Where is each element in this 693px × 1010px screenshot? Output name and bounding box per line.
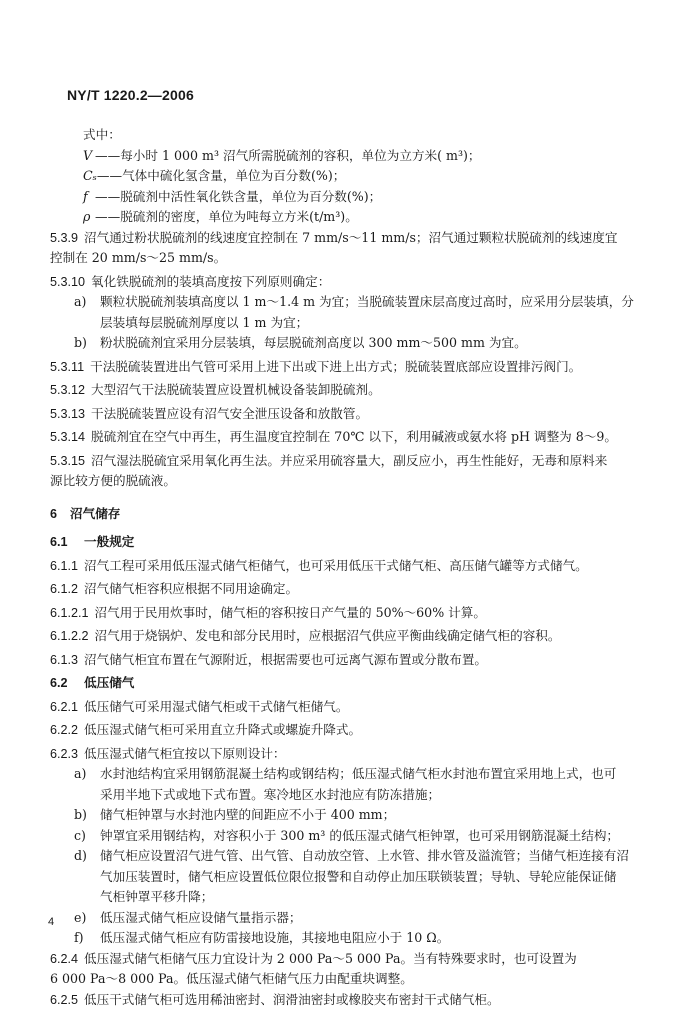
list-item-e: e) 低压湿式储气柜应设储气量指示器； bbox=[50, 908, 650, 929]
clause-6-1-3: 6.1.3 沼气储气柜宜布置在气源附近，根据需要也可远离气源布置或分散布置。 bbox=[50, 650, 650, 671]
clause-5-3-12: 5.3.12 大型沼气干法脱硫装置应设置机械设备装卸脱硫剂。 bbox=[50, 380, 650, 401]
formula-intro: 式中： bbox=[50, 125, 650, 146]
clause-6-2-2: 6.2.2 低压湿式储气柜可采用直立升降式或螺旋升降式。 bbox=[50, 720, 650, 741]
clause-6-1-1: 6.1.1 沼气工程可采用低压湿式储气柜储气，也可采用低压干式储气柜、高压储气罐等方式储气。 bbox=[50, 556, 650, 577]
clause-5-3-9: 5.3.9 沼气通过粉状脱硫剂的线速度宜控制在 7 mm/s～11 mm/s；沼气通过颗粒状脱硫剂的线速度宜 bbox=[50, 228, 650, 249]
list-item-d-cont: 气加压装置时，储气柜应设置低位限位报警和自动停止加压联锁装置；导轨、导轮应能保证储 bbox=[50, 867, 650, 888]
clause-6-2-4: 6.2.4 低压湿式储气柜储气压力宜设计为 2 000 Pa～5 000 Pa。当有特殊要求时，也可设置为 bbox=[50, 949, 650, 970]
clause-5-3-10: 5.3.10 氧化铁脱硫剂的装填高度按下列原则确定： bbox=[50, 272, 650, 293]
list-item-a: a) 水封池结构宜采用钢筋混凝土结构或钢结构；低压湿式储气柜水封池布置宜采用地上式，也可 bbox=[50, 764, 650, 785]
clause-6-2-4-cont: 6 000 Pa～8 000 Pa。低压湿式储气柜储气压力由配重块调整。 bbox=[50, 969, 650, 990]
list-item-a: a) 颗粒状脱硫剂装填高度以 1 m～1.4 m 为宜；当脱硫装置床层高度过高时，应采用分层装填，分 bbox=[50, 292, 650, 313]
clause-6-2-3: 6.2.3 低压湿式储气柜宜按以下原则设计： bbox=[50, 744, 650, 765]
clause-6-1-2: 6.1.2 沼气储气柜容积应根据不同用途确定。 bbox=[50, 579, 650, 600]
clause-5-3-11: 5.3.11 干法脱硫装置进出气管可采用上进下出或下进上出方式；脱硫装置底部应设置排污阀门。 bbox=[50, 357, 650, 378]
clause-6-2-5: 6.2.5 低压干式储气柜可选用稀油密封、润滑油密封或橡胶夹布密封干式储气柜。 bbox=[50, 990, 650, 1010]
list-item-b: b) 储气柜钟罩与水封池内壁的间距应不小于 400 mm； bbox=[50, 805, 650, 826]
definition-v: V ——每小时 1 000 m³ 沼气所需脱硫剂的容积，单位为立方米( m³)； bbox=[50, 146, 650, 167]
definition-cs: Cₛ——气体中硫化氢含量，单位为百分数(%)； bbox=[50, 166, 650, 187]
list-item-d-cont: 气柜钟罩平移升降； bbox=[50, 887, 650, 908]
list-item-f: f) 低压湿式储气柜应有防雷接地设施，其接地电阻应小于 10 Ω。 bbox=[50, 928, 650, 949]
clause-5-3-9-cont: 控制在 20 mm/s～25 mm/s。 bbox=[50, 248, 650, 269]
document-code: NY/T 1220.2—2006 bbox=[67, 87, 194, 103]
page-number: 4 bbox=[48, 916, 54, 928]
chapter-heading: 6 沼气储存 bbox=[50, 504, 650, 525]
definition-f: f ——脱硫剂中活性氧化铁含量，单位为百分数(%)； bbox=[50, 187, 650, 208]
document-body bbox=[50, 125, 650, 1010]
clause-5-3-14: 5.3.14 脱硫剂宜在空气中再生，再生温度宜控制在 70℃ 以下，利用碱液或氨水将 pH 调整为 8～9。 bbox=[50, 427, 650, 448]
list-item-b: b) 粉状脱硫剂宜采用分层装填，每层脱硫剂高度以 300 mm～500 mm 为宜。 bbox=[50, 333, 650, 354]
clause-6-1-2-2: 6.1.2.2 沼气用于烧锅炉、发电和部分民用时，应根据沼气供应平衡曲线确定储气柜的容积。 bbox=[50, 626, 650, 647]
list-item-c: c) 钟罩宜采用钢结构，对容积小于 300 m³ 的低压湿式储气柜钟罩，也可采用钢筋混凝土结构； bbox=[50, 826, 650, 847]
section-heading-6-1: 6.1 一般规定 bbox=[50, 532, 650, 553]
list-item-a-cont: 采用半地下式或地下式布置。寒冷地区水封池应有防冻措施； bbox=[50, 785, 650, 806]
clause-6-2-1: 6.2.1 低压储气可采用湿式储气柜或干式储气柜储气。 bbox=[50, 697, 650, 718]
definition-rho: ρ ——脱硫剂的密度，单位为吨每立方米(t/m³)。 bbox=[50, 207, 650, 228]
clause-6-1-2-1: 6.1.2.1 沼气用于民用炊事时，储气柜的容积按日产气量的 50%～60% 计算。 bbox=[50, 603, 650, 624]
section-heading-6-2: 6.2 低压储气 bbox=[50, 673, 650, 694]
list-item-a-cont: 层装填每层脱硫剂厚度以 1 m 为宜； bbox=[50, 313, 650, 334]
clause-5-3-15-cont: 源比较方便的脱硫液。 bbox=[50, 471, 650, 492]
clause-5-3-15: 5.3.15 沼气湿法脱硫宜采用氧化再生法。并应采用硫容量大，副反应小，再生性能好，无毒和原料来 bbox=[50, 451, 650, 472]
clause-5-3-13: 5.3.13 干法脱硫装置应设有沼气安全泄压设备和放散管。 bbox=[50, 404, 650, 425]
list-item-d: d) 储气柜应设置沼气进气管、出气管、自动放空管、上水管、排水管及溢流管；当储气柜连接有沼 bbox=[50, 846, 650, 867]
